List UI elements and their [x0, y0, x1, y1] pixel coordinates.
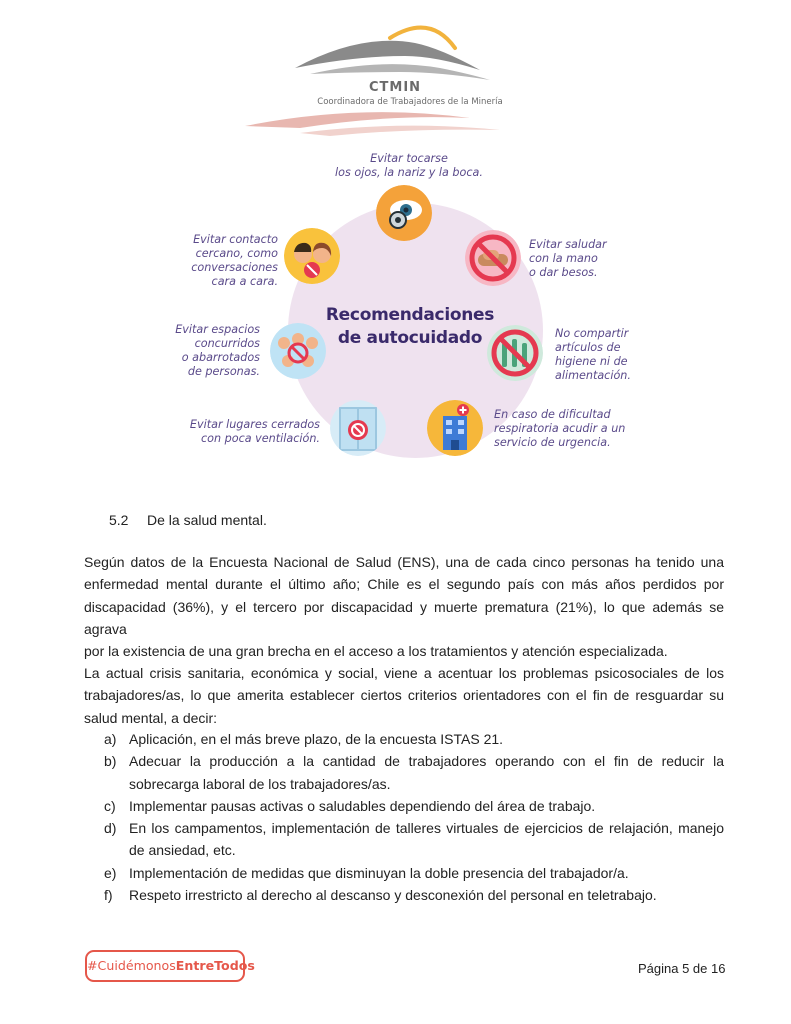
hashtag-bold: EntreTodos: [175, 958, 255, 973]
label-avoid-closed-places: Evitar lugares cerrados con poca ventilación.: [189, 418, 320, 445]
hospital-building-icon: [427, 400, 483, 456]
logo-mountain-graphic: [240, 8, 550, 138]
section-title: De la salud mental.: [147, 512, 267, 528]
label-seek-emergency-care: En caso de dificultad respiratoria acudir a un servicio de urgencia.: [494, 408, 626, 449]
label-no-sharing-items: No compartir artículos de higiene ni de alimentación.: [555, 327, 631, 382]
hashtag-regular: #Cuidémonos: [87, 958, 176, 973]
no-handshake-icon: [465, 230, 521, 286]
label-avoid-crowded-spaces: Evitar espacios concurridos o abarrotados de personas.: [175, 323, 260, 378]
label-avoid-close-contact: Evitar contacto cercano, como conversaciones cara a cara.: [191, 233, 278, 288]
list-item: f) Respeto irrestricto al derecho al descanso y desconexión del personal en teletrabajo.: [104, 887, 657, 904]
list-item: b) Adecuar la producción a la cantidad de trabajadores operando con el fin de reducir la sobrecarga laboral de los trabajadores/as.: [104, 753, 724, 792]
infographic-title-line1: Recomendaciones: [325, 305, 495, 325]
eye-icon: [376, 185, 432, 241]
logo-subtitle: Coordinadora de Trabajadores de la Minería: [317, 97, 503, 107]
hashtag-badge: [85, 950, 255, 982]
logo-title: CTMIN: [368, 80, 422, 95]
label-avoid-greeting: Evitar saludar con la mano o dar besos.: [529, 238, 607, 279]
label-avoid-touching-face: Evitar tocarse los ojos, la nariz y la boca.: [335, 152, 483, 179]
paragraph-crisis-criteria: La actual crisis sanitaria, económica y social, viene a acentuar los problemas psicosociales de los trabajadores/as, lo que amerita establecer ciertos criterios orientadores con el fin de resguardar su salud mental, a decir:: [84, 665, 724, 726]
crowd-icon: [270, 323, 326, 379]
closed-window-icon: [330, 400, 386, 456]
infographic-title: [300, 304, 520, 350]
paragraph-ens-statistics: Según datos de la Encuesta Nacional de Salud (ENS), una de cada cinco personas ha tenido una enfermedad mental durante el último año; Chile es el segundo país con más años perdidos por discapacidad (36%), y el tercero por discapacidad y muerte prematura (21%), lo que además se agrava por la existencia de una gran brecha en el acceso a los tratamientos y atención especializada.: [84, 554, 724, 660]
section-number: 5.2: [109, 512, 129, 528]
ctmin-logo: [240, 8, 550, 138]
list-item: c) Implementar pausas activas o saludables dependiendo del área de trabajo.: [104, 797, 596, 814]
criteria-list: [104, 728, 724, 906]
infographic-title-line2: de autocuidado: [337, 328, 483, 348]
close-contact-icon: [284, 228, 340, 284]
list-item: e) Implementación de medidas que disminuyan la doble presencia del trabajador/a.: [104, 864, 629, 881]
page-number: Página 5 de 16: [638, 961, 726, 976]
list-item: d) En los campamentos, implementación de talleres virtuales de ejercicios de relajación, manejo de ansiedad, etc.: [104, 820, 724, 859]
no-sharing-cutlery-icon: [487, 325, 543, 381]
list-item: a) Aplicación, en el más breve plazo, de la encuesta ISTAS 21.: [104, 731, 504, 747]
